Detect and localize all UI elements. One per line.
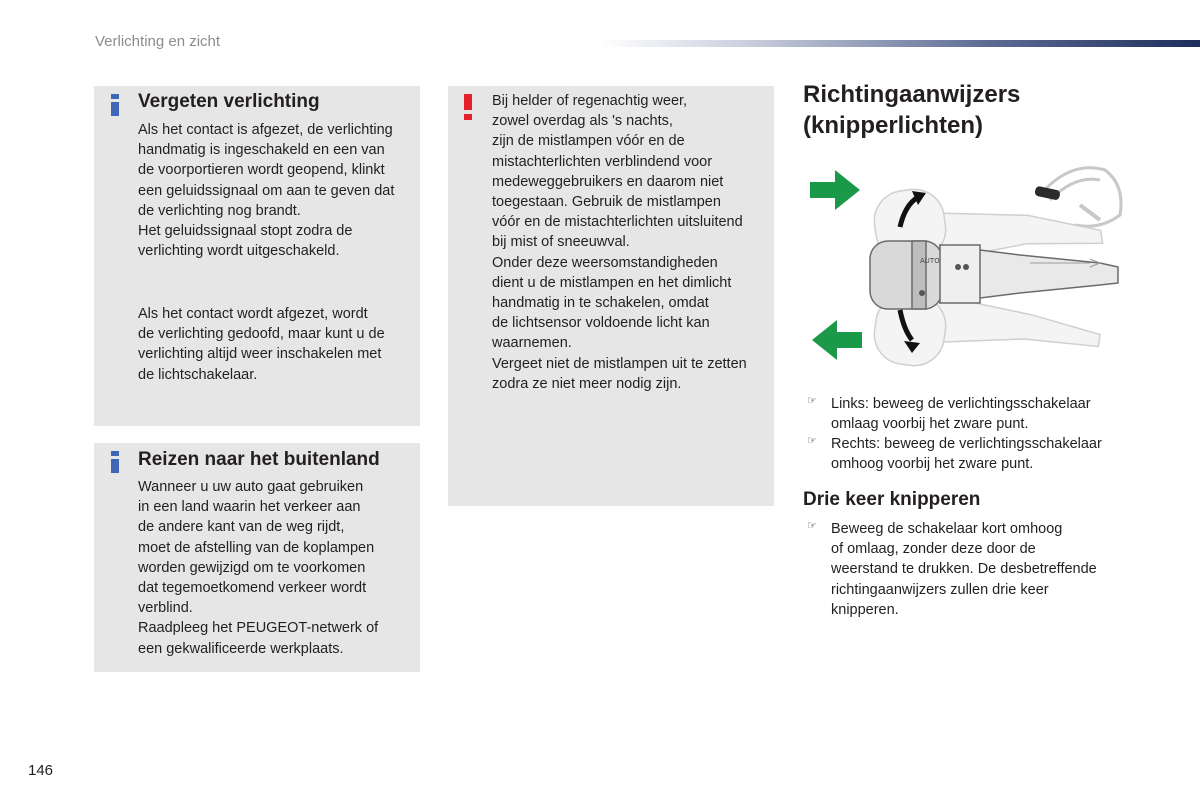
indicator-left-instruction: Links: beweeg de verlichtingsschakelaar omlaag voorbij het zware punt.	[831, 396, 1091, 433]
auto-label: AUTO	[920, 257, 940, 265]
bullet-mark-icon: ☞	[807, 434, 817, 447]
indicators-title: Richtingaanwijzers (knipperlichten)	[803, 81, 1021, 139]
bullet-mark-icon: ☞	[807, 519, 817, 532]
fog-warning-paragraph: Bij helder of regenachtig weer, zowel overdag als 's nachts, zijn de mistlampen vóór en de mistachterlichten verblindend voor medeweggebruikers en daarom niet toegestaan. Gebruik de mistlampen vóór en de mistachterlichten uitsluitend bij mist of sneeuwval. Onder deze weersomstandigheden dient u de mistlampen en het dimlicht handmatig in te schakelen, omdat de lichtsensor voldoende licht kan waarnemen. Vergeet niet de mistlampen uit te zetten zodra ze niet meer nodig zijn.	[492, 93, 747, 392]
abroad-paragraph: Wanneer u uw auto gaat gebruiken in een land waarin het verkeer aan de andere kant van de weg rijdt, moet de afstelling van de koplampen worden gewijzigd om te voorkomen dat tegemoetkomend verkeer wordt verblind. Raadpleeg het PEUGEOT-netwerk of een gekwalificeerde werkplaats.	[138, 479, 379, 657]
forgotten-lights-paragraph-2: Als het contact wordt afgezet, wordt de verlichting gedoofd, maar kunt u de verlichting altijd weer inschakelen met de lichtschakelaar.	[138, 306, 385, 383]
list-item	[803, 519, 1133, 624]
main-stalk	[870, 241, 1118, 309]
list-item	[803, 394, 1133, 436]
page-number: 146	[28, 762, 54, 779]
three-flashes-instruction: Beweeg de schakelaar kort omhoog of omlaag, zonder deze door de weerstand te drukken. De desbetreffende richtingaanwijzers zullen drie keer knipperen.	[831, 521, 1097, 618]
three-flashes-title: Drie keer knipperen	[803, 489, 981, 510]
forgotten-lights-title: Vergeten verlichting	[138, 91, 320, 112]
forgotten-lights-paragraph-1: Als het contact is afgezet, de verlichting handmatig is ingeschakeld en een van de voorportieren wordt geopend, klinkt een geluidssignaal om aan te geven dat de verlichting nog brandt. Het geluidssignaal stopt zodra de verlichting wordt uitgeschakeld.	[138, 122, 395, 260]
bullet-mark-icon: ☞	[807, 394, 817, 407]
arrow-left-green-icon	[812, 320, 862, 360]
stalk-switch-illustration	[800, 155, 1130, 375]
abroad-title: Reizen naar het buitenland	[138, 449, 380, 470]
header-gradient-bar	[600, 40, 1200, 47]
list-item	[803, 434, 1133, 476]
indicator-right-instruction: Rechts: beweeg de verlichtingsschakelaar omhoog voorbij het zware punt.	[831, 436, 1102, 473]
arrow-right-green-icon	[810, 170, 860, 210]
chapter-title: Verlichting en zicht	[95, 33, 221, 50]
